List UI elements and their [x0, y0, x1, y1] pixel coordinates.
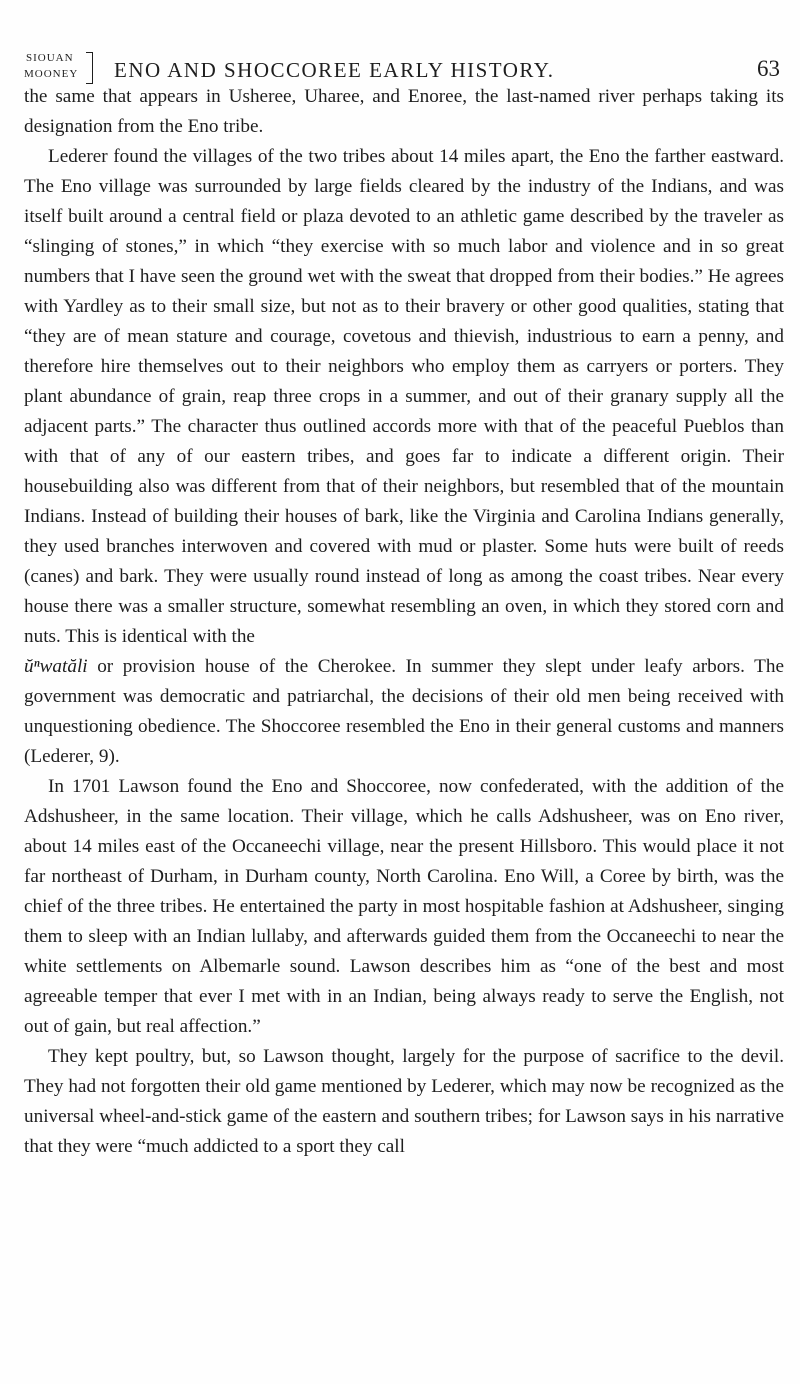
- paragraph-4: In 1701 Lawson found the Eno and Shoccoree, now confederated, with the addition of the Adshusheer, in the same location. Their village, which he calls Adshusheer, was on Eno river, about 14 miles east of the Occaneechi village, near the present Hillsboro. This would place it not far northeast of Durham, in Durham county, North Carolina. Eno Will, a Coree by birth, was the chief of the three tribes. He entertained the party in most hospitable fashion at Adshusheer, singing them to sleep with an Indian lullaby, and afterwards guided them from the Occaneechi to near the white settlements on Albemarle sound. Lawson describes him as “one of the best and most agreeable temper that ever I met with in an Indian, being always ready to serve the English, not out of gain, but real affection.”: [24, 776, 784, 1037]
- paragraph-3-text: or provision house of the Cherokee. In summer they slept under leafy arbors. The government was democratic and patriarchal, the decisions of their old men being received with unquestioning obedience. The Shoccoree resembled the Eno in their general customs and manners (Lederer, 9).: [24, 656, 784, 767]
- author-line-1: SIOUAN: [26, 52, 74, 64]
- cherokee-term: ŭⁿwatăli: [24, 656, 88, 677]
- paragraph-5: They kept poultry, but, so Lawson thought, largely for the purpose of sacrifice to the devil. They had not forgotten their old game mentioned by Lederer, which may now be recognized as the universal wheel-and-stick game of the eastern and southern tribes; for Lawson says in his narrative that they were “much addicted to a sport they call: [24, 1046, 784, 1157]
- paragraph-3: [24, 652, 784, 772]
- paragraph-1: the same that appears in Usheree, Uharee, and Enoree, the last-named river perhaps taking its designation from the Eno tribe.: [24, 86, 784, 137]
- bracket-mark: [86, 52, 93, 84]
- running-title: ENO AND SHOCCOREE EARLY HISTORY.: [114, 58, 555, 82]
- author-line-2: MOONEY: [24, 68, 79, 80]
- page-number: 63: [757, 56, 780, 81]
- body-text: [24, 82, 784, 1162]
- paragraph-2: Lederer found the villages of the two tribes about 14 miles apart, the Eno the farther eastward. The Eno village was surrounded by large fields cleared by the industry of the Indians, and was itself built around a central field or plaza devoted to an athletic game described by the traveler as “slinging of stones,” in which “they exercise with so much labor and violence and in so great numbers that I have seen the ground wet with the sweat that dropped from their bodies.” He agrees with Yardley as to their small size, but not as to their bravery or other good qualities, stating that “they are of mean stature and courage, covetous and thievish, industrious to earn a penny, and therefore hire themselves out to their neighbors who employ them as carryers or porters. They plant abundance of grain, reap three crops in a summer, and out of their granary supply all the adjacent parts.” The character thus outlined accords more with that of the peaceful Pueblos than with that of any of our eastern tribes, and goes far to indicate a different origin. Their housebuilding also was different from that of their neighbors, but resembled that of the mountain Indians. Instead of building their houses of bark, like the Virginia and Carolina Indians generally, they used branches interwoven and covered with mud or plaster. Some huts were built of reeds (canes) and bark. They were usually round instead of long as among the coast tribes. Near every house there was a smaller structure, somewhat resembling an oven, in which they stored corn and nuts. This is identical with the: [24, 146, 784, 647]
